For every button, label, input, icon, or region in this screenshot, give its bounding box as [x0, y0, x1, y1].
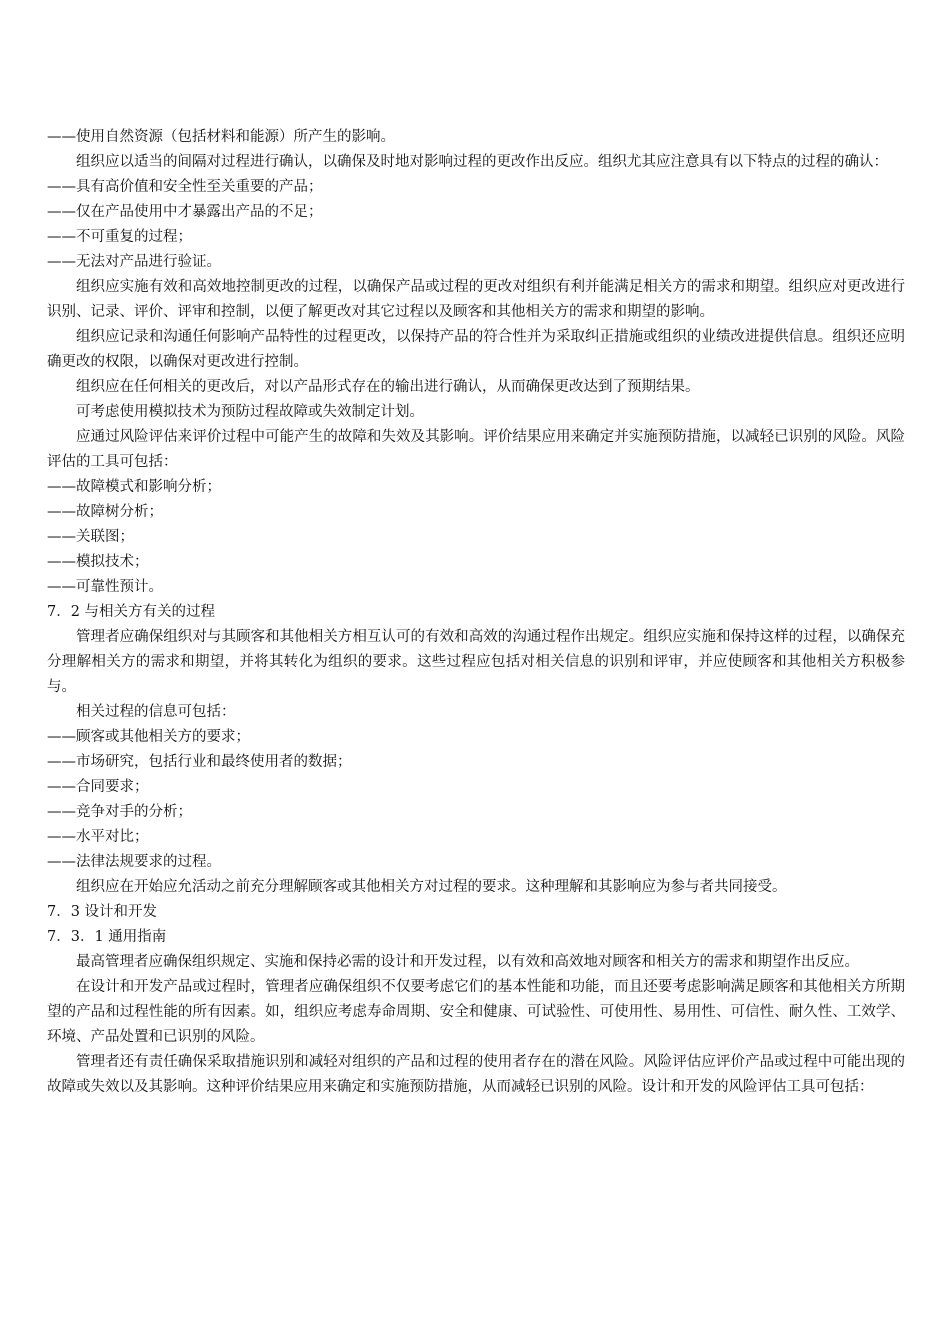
list-item: ——故障树分析； — [47, 504, 163, 520]
list-item: ——仅在产品使用中才暴露出产品的不足； — [47, 204, 323, 220]
list-item: ——模拟技术； — [47, 554, 149, 570]
paragraph: 可考虑使用模拟技术为预防过程故障或失效制定计划。 — [76, 404, 424, 420]
list-item: ——顾客或其他相关方的要求； — [47, 729, 250, 745]
list-item: ——使用自然资源（包括材料和能源）所产生的影响。 — [47, 129, 395, 145]
paragraph: 组织应实施有效和高效地控制更改的过程，以确保产品或过程的更改对组织有利并能满足相关方的需求和期望。组织应对更改进行识别、记录、评价、评审和控制，以便了解更改对其它过程以及顾客和其他相关方的需求和期望的影响。 — [47, 279, 905, 320]
list-item: ——合同要求； — [47, 779, 149, 795]
paragraph: 组织应以适当的间隔对过程进行确认，以确保及时地对影响过程的更改作出反应。组织尤其应注意具有以下特点的过程的确认： — [76, 154, 888, 170]
list-item: ——不可重复的过程； — [47, 229, 192, 245]
list-item: ——可靠性预计。 — [47, 579, 163, 595]
list-item: ——关联图； — [47, 529, 134, 545]
list-item: ——无法对产品进行验证。 — [47, 254, 221, 270]
list-item: ——法律法规要求的过程。 — [47, 854, 221, 870]
section-heading: 7．3 设计和开发 — [47, 904, 158, 920]
paragraph: 组织应在任何相关的更改后，对以产品形式存在的输出进行确认，从而确保更改达到了预期结果。 — [76, 379, 700, 395]
paragraph: 最高管理者应确保组织规定、实施和保持必需的设计和开发过程，以有效和高效地对顾客和相关方的需求和期望作出反应。 — [76, 954, 859, 970]
list-item: ——故障模式和影响分析； — [47, 479, 221, 495]
paragraph: 组织应在开始应允活动之前充分理解顾客或其他相关方对过程的要求。这种理解和其影响应为参与者共同接受。 — [76, 879, 787, 895]
section-heading: 7．2 与相关方有关的过程 — [47, 604, 216, 620]
list-item: ——水平对比； — [47, 829, 149, 845]
paragraph: 在设计和开发产品或过程时，管理者应确保组织不仅要考虑它们的基本性能和功能，而且还要考虑影响满足顾客和其他相关方所期望的产品和过程性能的所有因素。如，组织应考虑寿命周期、安全和健康、可试验性、可使用性、易用性、可信性、耐久性、工效学、环境、产品处置和已识别的风险。 — [47, 979, 905, 1045]
paragraph: 管理者还有责任确保采取措施识别和减轻对组织的产品和过程的使用者存在的潜在风险。风险评估应评价产品或过程中可能出现的故障或失效以及其影响。这种评价结果应用来确定和实施预防措施，从而减轻已识别的风险。设计和开发的风险评估工具可包括： — [47, 1054, 905, 1095]
list-item: ——竞争对手的分析； — [47, 804, 192, 820]
list-item: ——具有高价值和安全性至关重要的产品； — [47, 179, 323, 195]
list-item: ——市场研究，包括行业和最终使用者的数据； — [47, 754, 352, 770]
paragraph: 管理者应确保组织对与其顾客和其他相关方相互认可的有效和高效的沟通过程作出规定。组织应实施和保持这样的过程，以确保充分理解相关方的需求和期望，并将其转化为组织的要求。这些过程应包括对相关信息的识别和评审，并应使顾客和其他相关方积极参与。 — [47, 629, 905, 695]
paragraph: 应通过风险评估来评价过程中可能产生的故障和失效及其影响。评价结果应用来确定并实施预防措施，以减轻已识别的风险。风险评估的工具可包括： — [47, 429, 905, 470]
paragraph: 组织应记录和沟通任何影响产品特性的过程更改，以保持产品的符合性并为采取纠正措施或组织的业绩改进提供信息。组织还应明确更改的权限，以确保对更改进行控制。 — [47, 329, 905, 370]
subsection-heading: 7．3．1 通用指南 — [47, 929, 167, 945]
paragraph: 相关过程的信息可包括： — [76, 704, 236, 720]
document-body — [47, 125, 905, 1100]
